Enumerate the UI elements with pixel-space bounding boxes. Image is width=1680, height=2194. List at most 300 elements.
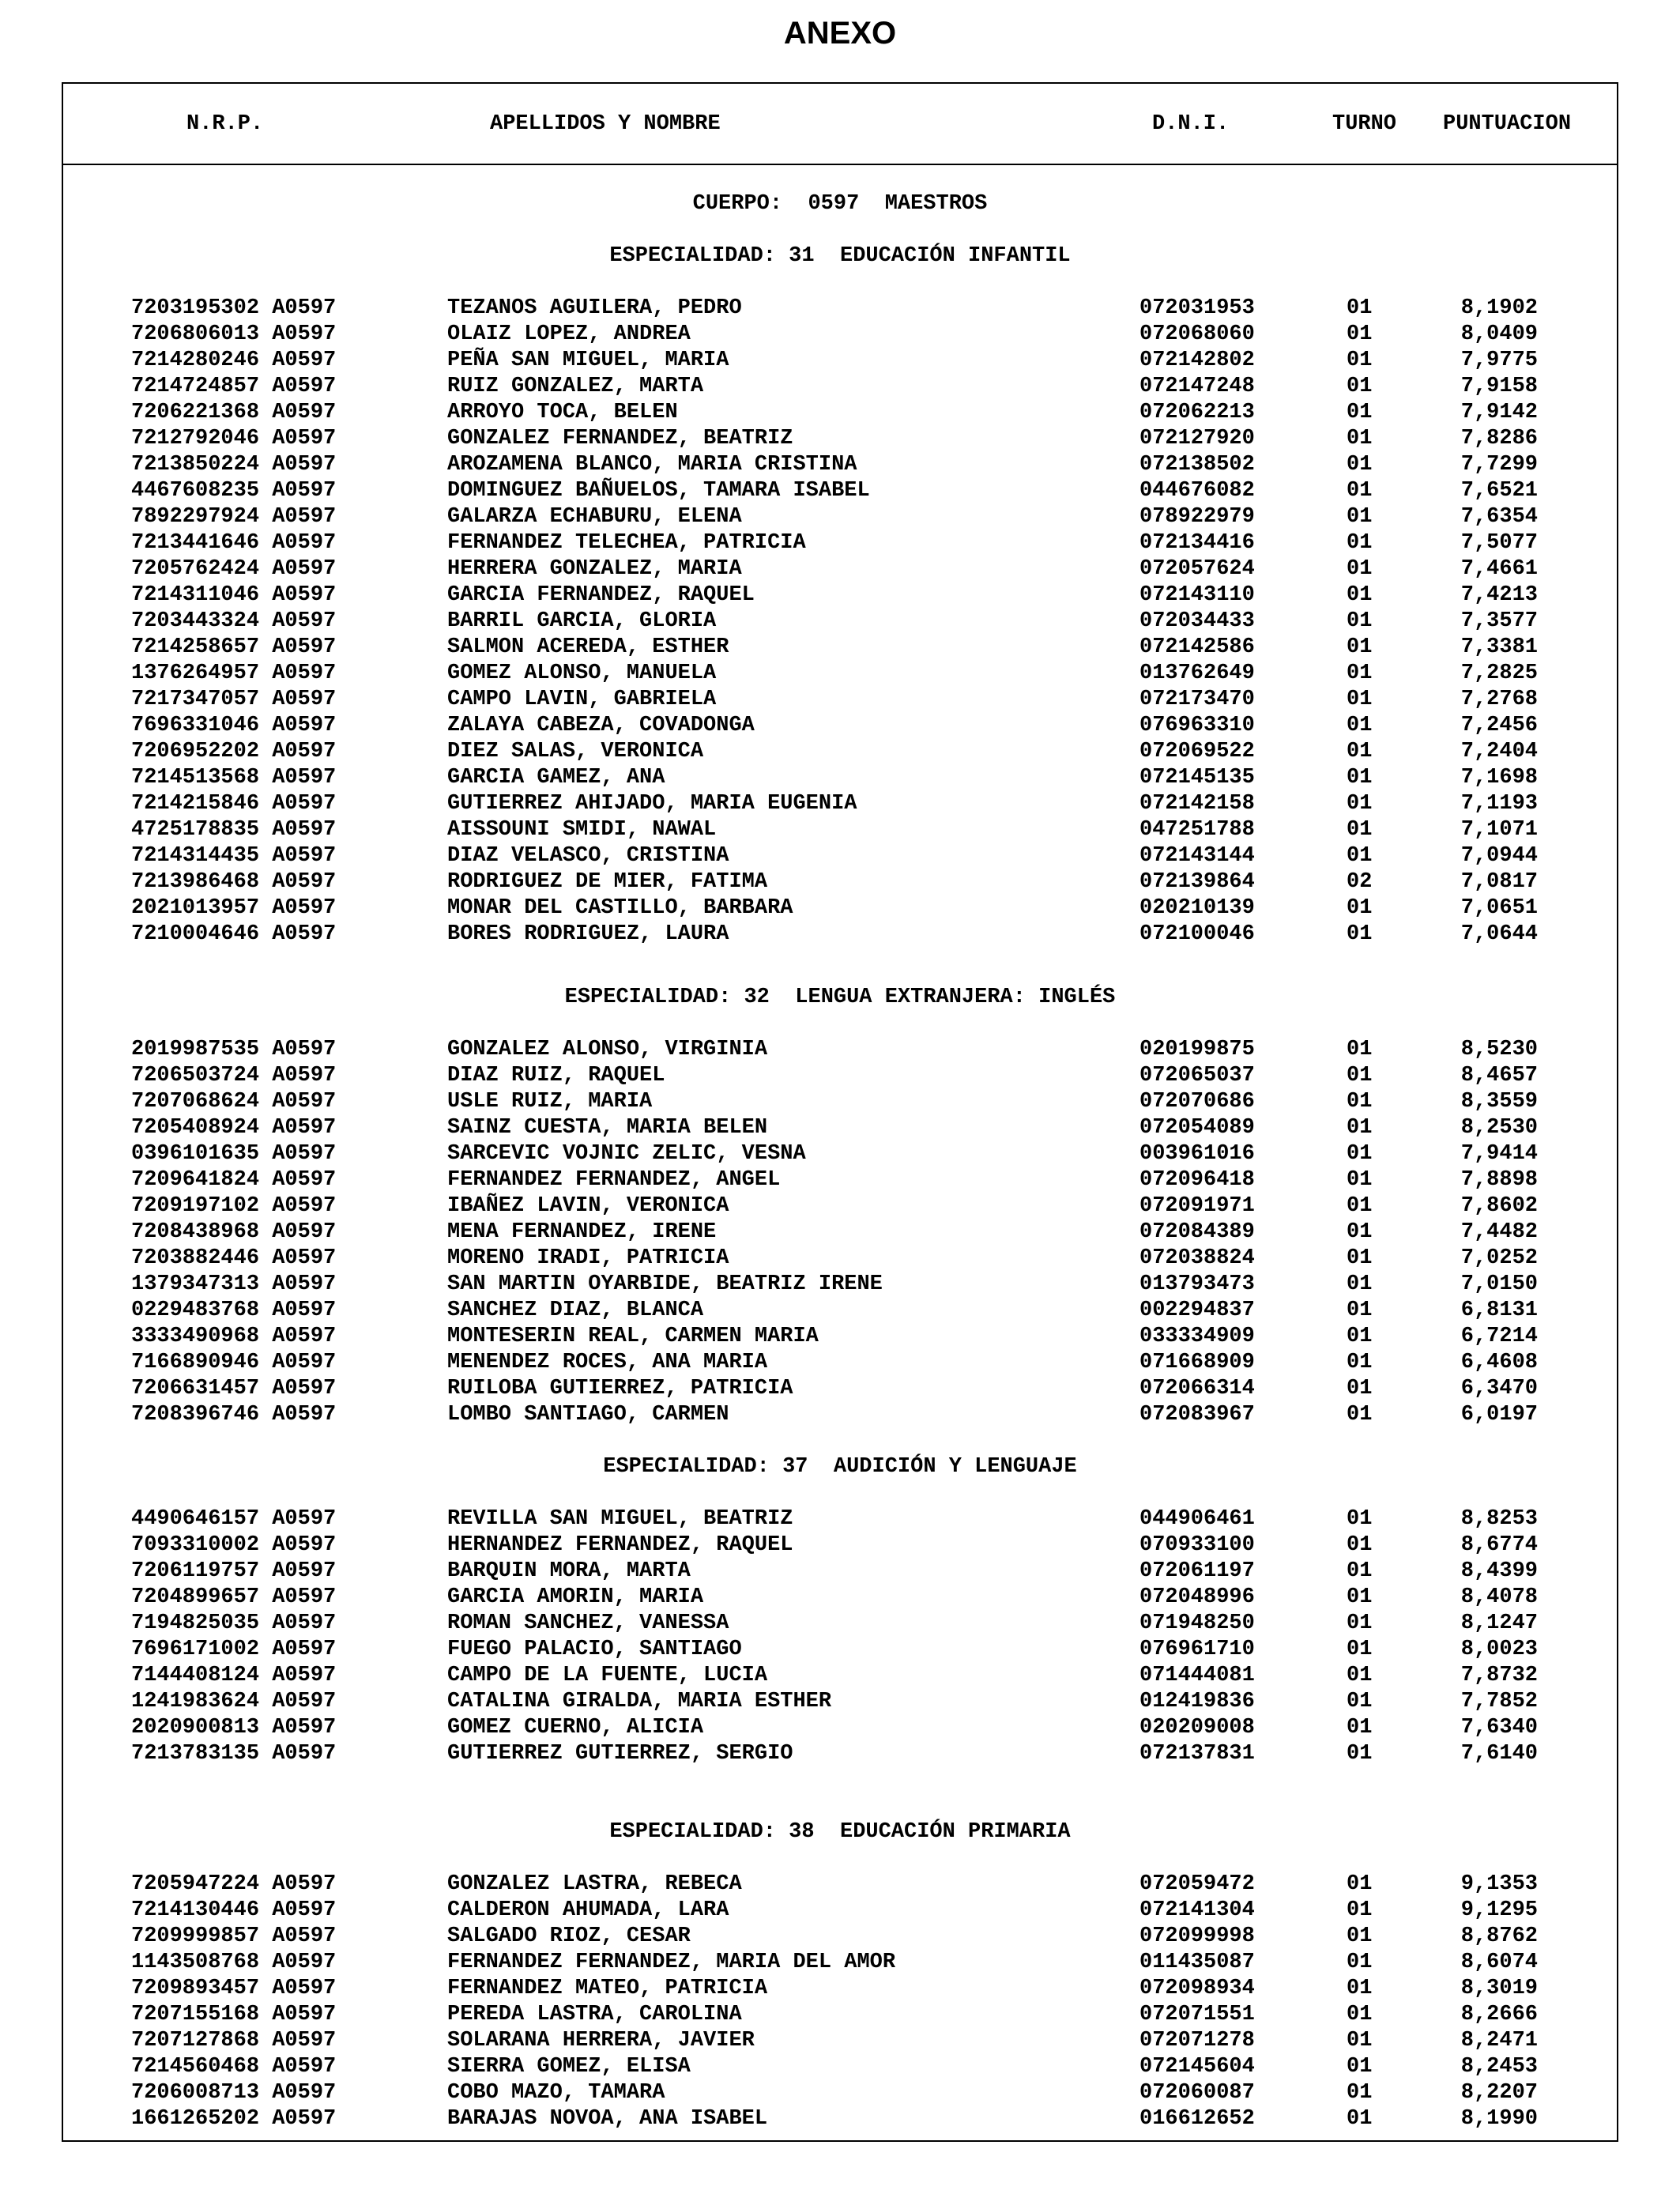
table-row — [63, 374, 1617, 400]
cell-dni: 044676082 — [1139, 479, 1255, 503]
cell-nrp: 7214258657 A0597 — [131, 635, 337, 659]
cell-name: GUTIERREZ AHIJADO, MARIA EUGENIA — [447, 792, 857, 816]
cell-nrp: 7206008713 A0597 — [131, 2081, 337, 2105]
table-row — [63, 426, 1617, 452]
table-row — [63, 713, 1617, 739]
table-row — [63, 1037, 1617, 1063]
table-row — [63, 1741, 1617, 1767]
cell-puntuacion: 8,4399 — [1460, 1559, 1538, 1583]
cell-name: DIAZ RUIZ, RAQUEL — [447, 1064, 665, 1088]
cell-turno: 01 — [1347, 1246, 1373, 1270]
cell-puntuacion: 7,2825 — [1460, 662, 1538, 685]
cell-name: CAMPO LAVIN, GABRIELA — [447, 688, 717, 711]
cell-turno: 01 — [1347, 401, 1373, 424]
cell-name: FERNANDEZ MATEO, PATRICIA — [447, 1977, 768, 2000]
cell-puntuacion: 7,9414 — [1460, 1142, 1538, 1166]
cell-nrp: 2019987535 A0597 — [131, 1038, 337, 1061]
cell-dni: 072142158 — [1139, 792, 1255, 816]
cell-name: SOLARANA HERRERA, JAVIER — [447, 2029, 755, 2053]
cell-puntuacion: 7,0644 — [1460, 922, 1538, 946]
cell-name: FERNANDEZ FERNANDEZ, MARIA DEL AMOR — [447, 1951, 896, 1974]
cell-nrp: 7144408124 A0597 — [131, 1664, 337, 1687]
cell-puntuacion: 9,1295 — [1460, 1898, 1538, 1922]
cell-turno: 01 — [1347, 1142, 1373, 1166]
cell-name: FERNANDEZ FERNANDEZ, ANGEL — [447, 1168, 781, 1192]
cell-puntuacion: 6,8131 — [1460, 1299, 1538, 1322]
cell-turno: 01 — [1347, 1272, 1373, 1296]
cell-turno: 01 — [1347, 453, 1373, 477]
table-row — [63, 582, 1617, 609]
cell-nrp: 7213783135 A0597 — [131, 1742, 337, 1766]
cell-nrp: 7214513568 A0597 — [131, 766, 337, 790]
table-row — [63, 2106, 1617, 2132]
cell-nrp: 7214311046 A0597 — [131, 583, 337, 607]
cell-nrp: 1241983624 A0597 — [131, 1690, 337, 1713]
cell-puntuacion: 7,2768 — [1460, 688, 1538, 711]
cell-turno: 01 — [1347, 635, 1373, 659]
table-row — [63, 2002, 1617, 2028]
table-row — [63, 452, 1617, 478]
table-row — [63, 348, 1617, 374]
table-row — [63, 2028, 1617, 2054]
cell-name: GOMEZ ALONSO, MANUELA — [447, 662, 717, 685]
cell-puntuacion: 8,2530 — [1460, 1116, 1538, 1140]
cell-turno: 01 — [1347, 844, 1373, 868]
cell-nrp: 7214280246 A0597 — [131, 349, 337, 372]
cell-name: GARCIA AMORIN, MARIA — [447, 1585, 704, 1609]
cell-nrp: 7166890946 A0597 — [131, 1351, 337, 1374]
cell-puntuacion: 7,1071 — [1460, 818, 1538, 842]
cell-puntuacion: 8,8762 — [1460, 1924, 1538, 1948]
cell-puntuacion: 7,2456 — [1460, 714, 1538, 737]
cell-dni: 072134416 — [1139, 531, 1255, 555]
cell-turno: 01 — [1347, 1951, 1373, 1974]
cell-dni: 020209008 — [1139, 1716, 1255, 1740]
cell-nrp: 7206952202 A0597 — [131, 740, 337, 763]
cell-puntuacion: 7,7299 — [1460, 453, 1538, 477]
cell-puntuacion: 8,1990 — [1460, 2107, 1538, 2131]
cell-turno: 01 — [1347, 1742, 1373, 1766]
cell-dni: 016612652 — [1139, 2107, 1255, 2131]
cell-puntuacion: 9,1353 — [1460, 1872, 1538, 1896]
table-row — [63, 1141, 1617, 1167]
table-row — [63, 1193, 1617, 1220]
cell-dni: 013793473 — [1139, 1272, 1255, 1296]
cell-name: RODRIGUEZ DE MIER, FATIMA — [447, 870, 768, 894]
cell-puntuacion: 7,4482 — [1460, 1220, 1538, 1244]
cell-nrp: 0396101635 A0597 — [131, 1142, 337, 1166]
cell-puntuacion: 7,0651 — [1460, 896, 1538, 920]
cell-name: GONZALEZ ALONSO, VIRGINIA — [447, 1038, 768, 1061]
cell-turno: 01 — [1347, 322, 1373, 346]
cell-turno: 01 — [1347, 1612, 1373, 1635]
cell-name: MENA FERNANDEZ, IRENE — [447, 1220, 717, 1244]
table-row — [63, 817, 1617, 843]
cell-turno: 01 — [1347, 531, 1373, 555]
cell-turno: 01 — [1347, 688, 1373, 711]
cell-nrp: 7203443324 A0597 — [131, 609, 337, 633]
cell-dni: 072099998 — [1139, 1924, 1255, 1948]
cell-dni: 013762649 — [1139, 662, 1255, 685]
cell-puntuacion: 7,6354 — [1460, 505, 1538, 529]
cell-puntuacion: 7,0944 — [1460, 844, 1538, 868]
table-header — [63, 84, 1617, 165]
cell-nrp: 1661265202 A0597 — [131, 2107, 337, 2131]
cell-puntuacion: 7,1193 — [1460, 792, 1538, 816]
cell-dni: 072048996 — [1139, 1585, 1255, 1609]
table-row — [63, 765, 1617, 791]
cell-puntuacion: 7,9775 — [1460, 349, 1538, 372]
cuerpo-heading: CUERPO: 0597 MAESTROS — [692, 192, 988, 216]
cell-puntuacion: 8,4078 — [1460, 1585, 1538, 1609]
table-row — [63, 1715, 1617, 1741]
cell-nrp: 7203882446 A0597 — [131, 1246, 337, 1270]
cell-puntuacion: 7,0252 — [1460, 1246, 1538, 1270]
cell-turno: 01 — [1347, 1090, 1373, 1114]
cell-dni: 072062213 — [1139, 401, 1255, 424]
cell-nrp: 7214314435 A0597 — [131, 844, 337, 868]
cell-name: FERNANDEZ TELECHEA, PATRICIA — [447, 531, 806, 555]
cell-dni: 076963310 — [1139, 714, 1255, 737]
cell-dni: 072066314 — [1139, 1377, 1255, 1400]
table-row — [63, 1350, 1617, 1376]
cell-nrp: 7207155168 A0597 — [131, 2003, 337, 2026]
table-row — [63, 1376, 1617, 1402]
cell-name: GARCIA GAMEZ, ANA — [447, 766, 665, 790]
cell-name: GOMEZ CUERNO, ALICIA — [447, 1716, 704, 1740]
cell-turno: 01 — [1347, 2003, 1373, 2026]
cell-name: GONZALEZ LASTRA, REBECA — [447, 1872, 742, 1896]
cell-name: GUTIERREZ GUTIERREZ, SERGIO — [447, 1742, 793, 1766]
table-row — [63, 1950, 1617, 1976]
cell-name: MONAR DEL CASTILLO, BARBARA — [447, 896, 793, 920]
cell-nrp: 7212792046 A0597 — [131, 427, 337, 450]
cell-turno: 01 — [1347, 609, 1373, 633]
cell-dni: 072147248 — [1139, 375, 1255, 398]
cell-nrp: 7213441646 A0597 — [131, 531, 337, 555]
cell-puntuacion: 7,4213 — [1460, 583, 1538, 607]
cell-turno: 01 — [1347, 375, 1373, 398]
cell-dni: 072145604 — [1139, 2055, 1255, 2079]
cell-dni: 033334909 — [1139, 1325, 1255, 1348]
cell-name: SALMON ACEREDA, ESTHER — [447, 635, 729, 659]
cell-dni: 011435087 — [1139, 1951, 1255, 1974]
cell-turno: 01 — [1347, 557, 1373, 581]
table-row — [63, 1324, 1617, 1350]
cell-name: SIERRA GOMEZ, ELISA — [447, 2055, 691, 2079]
cell-dni: 071948250 — [1139, 1612, 1255, 1635]
cell-nrp: 7213850224 A0597 — [131, 453, 337, 477]
cell-name: TEZANOS AGUILERA, PEDRO — [447, 296, 742, 320]
cell-nrp: 7206631457 A0597 — [131, 1377, 337, 1400]
cell-dni: 072083967 — [1139, 1403, 1255, 1427]
cell-dni: 072034433 — [1139, 609, 1255, 633]
cell-dni: 072054089 — [1139, 1116, 1255, 1140]
cell-puntuacion: 7,7852 — [1460, 1690, 1538, 1713]
cell-nrp: 7213986468 A0597 — [131, 870, 337, 894]
cell-puntuacion: 8,2207 — [1460, 2081, 1538, 2105]
cell-nrp: 7209641824 A0597 — [131, 1168, 337, 1192]
cell-nrp: 7209999857 A0597 — [131, 1924, 337, 1948]
cell-turno: 01 — [1347, 922, 1373, 946]
cell-name: OLAIZ LOPEZ, ANDREA — [447, 322, 691, 346]
cell-name: HERRERA GONZALEZ, MARIA — [447, 557, 742, 581]
cell-name: GONZALEZ FERNANDEZ, BEATRIZ — [447, 427, 793, 450]
table-row — [63, 1585, 1617, 1611]
cell-puntuacion: 7,3381 — [1460, 635, 1538, 659]
cell-dni: 072143110 — [1139, 583, 1255, 607]
cell-name: AROZAMENA BLANCO, MARIA CRISTINA — [447, 453, 857, 477]
cell-name: MONTESERIN REAL, CARMEN MARIA — [447, 1325, 819, 1348]
cell-dni: 072127920 — [1139, 427, 1255, 450]
column-header-puntuacion: PUNTUACION — [1443, 112, 1572, 136]
table-row — [63, 843, 1617, 869]
section-title: ESPECIALIDAD: 31 EDUCACIÓN INFANTIL — [609, 244, 1071, 268]
cell-dni: 071444081 — [1139, 1664, 1255, 1687]
section-title: ESPECIALIDAD: 38 EDUCACIÓN PRIMARIA — [609, 1820, 1071, 1844]
cell-nrp: 7205947224 A0597 — [131, 1872, 337, 1896]
cell-puntuacion: 6,0197 — [1460, 1403, 1538, 1427]
cell-puntuacion: 8,6074 — [1460, 1951, 1538, 1974]
cell-nrp: 7210004646 A0597 — [131, 922, 337, 946]
cell-turno: 01 — [1347, 296, 1373, 320]
cell-turno: 01 — [1347, 1168, 1373, 1192]
cell-puntuacion: 8,2666 — [1460, 2003, 1538, 2026]
cell-name: BORES RODRIGUEZ, LAURA — [447, 922, 729, 946]
table-row — [63, 1924, 1617, 1950]
section-title: ESPECIALIDAD: 32 LENGUA EXTRANJERA: INGLÉS — [564, 986, 1116, 1009]
table-row — [63, 1898, 1617, 1924]
cell-dni: 076961710 — [1139, 1638, 1255, 1661]
table-row — [63, 1402, 1617, 1428]
table-row — [63, 609, 1617, 635]
cell-name: SANCHEZ DIAZ, BLANCA — [447, 1299, 704, 1322]
cell-turno: 01 — [1347, 1194, 1373, 1218]
cell-dni: 072173470 — [1139, 688, 1255, 711]
cell-dni: 072139864 — [1139, 870, 1255, 894]
cell-dni: 044906461 — [1139, 1507, 1255, 1531]
cell-turno: 01 — [1347, 427, 1373, 450]
cell-turno: 02 — [1347, 870, 1373, 894]
table-row — [63, 1063, 1617, 1089]
cell-turno: 01 — [1347, 479, 1373, 503]
cell-puntuacion: 7,6521 — [1460, 479, 1538, 503]
cell-name: LOMBO SANTIAGO, CARMEN — [447, 1403, 729, 1427]
cell-name: BARAJAS NOVOA, ANA ISABEL — [447, 2107, 768, 2131]
table-row — [63, 739, 1617, 765]
cell-turno: 01 — [1347, 1585, 1373, 1609]
cell-turno: 01 — [1347, 792, 1373, 816]
cell-nrp: 7206503724 A0597 — [131, 1064, 337, 1088]
cell-name: COBO MAZO, TAMARA — [447, 2081, 665, 2105]
cell-nrp: 1379347313 A0597 — [131, 1272, 337, 1296]
cell-puntuacion: 7,6140 — [1460, 1742, 1538, 1766]
cell-name: ZALAYA CABEZA, COVADONGA — [447, 714, 755, 737]
cell-puntuacion: 6,3470 — [1460, 1377, 1538, 1400]
cell-name: MENENDEZ ROCES, ANA MARIA — [447, 1351, 768, 1374]
cell-nrp: 4467608235 A0597 — [131, 479, 337, 503]
cell-puntuacion: 8,1902 — [1460, 296, 1538, 320]
cell-name: USLE RUIZ, MARIA — [447, 1090, 653, 1114]
cell-turno: 01 — [1347, 1299, 1373, 1322]
cell-turno: 01 — [1347, 1533, 1373, 1557]
cell-nrp: 7207068624 A0597 — [131, 1090, 337, 1114]
cell-nrp: 7208438968 A0597 — [131, 1220, 337, 1244]
cell-nrp: 7204899657 A0597 — [131, 1585, 337, 1609]
cell-dni: 072031953 — [1139, 296, 1255, 320]
table-row — [63, 687, 1617, 713]
cell-turno: 01 — [1347, 505, 1373, 529]
cell-nrp: 4725178835 A0597 — [131, 818, 337, 842]
cell-puntuacion: 8,3019 — [1460, 1977, 1538, 2000]
cell-dni: 020199875 — [1139, 1038, 1255, 1061]
cell-name: SALGADO RIOZ, CESAR — [447, 1924, 691, 1948]
cell-name: AISSOUNI SMIDI, NAWAL — [447, 818, 717, 842]
table-row — [63, 2054, 1617, 2080]
cell-dni: 072098934 — [1139, 1977, 1255, 2000]
table-row — [63, 322, 1617, 348]
cell-turno: 01 — [1347, 349, 1373, 372]
cell-dni: 072060087 — [1139, 2081, 1255, 2105]
cell-dni: 072137831 — [1139, 1742, 1255, 1766]
cell-name: GARCIA FERNANDEZ, RAQUEL — [447, 583, 755, 607]
cell-nrp: 7206806013 A0597 — [131, 322, 337, 346]
cell-nrp: 7194825035 A0597 — [131, 1612, 337, 1635]
table-row — [63, 1611, 1617, 1637]
cell-puntuacion: 7,2404 — [1460, 740, 1538, 763]
cell-puntuacion: 7,8286 — [1460, 427, 1538, 450]
cell-nrp: 7205408924 A0597 — [131, 1116, 337, 1140]
table-row — [63, 1272, 1617, 1298]
table-row — [63, 504, 1617, 530]
section-title: ESPECIALIDAD: 37 AUDICIÓN Y LENGUAJE — [603, 1455, 1077, 1479]
table-row — [63, 1089, 1617, 1115]
cell-nrp: 1143508768 A0597 — [131, 1951, 337, 1974]
cell-turno: 01 — [1347, 583, 1373, 607]
cell-nrp: 7093310002 A0597 — [131, 1533, 337, 1557]
table-row — [63, 296, 1617, 322]
cell-name: ROMAN SANCHEZ, VANESSA — [447, 1612, 729, 1635]
cell-name: DOMINGUEZ BAÑUELOS, TAMARA ISABEL — [447, 479, 870, 503]
table-row — [63, 1872, 1617, 1898]
table-row — [63, 1115, 1617, 1141]
cell-turno: 01 — [1347, 1064, 1373, 1088]
cell-nrp: 7203195302 A0597 — [131, 296, 337, 320]
cell-turno: 01 — [1347, 1664, 1373, 1687]
cell-turno: 01 — [1347, 1377, 1373, 1400]
column-header-dni: D.N.I. — [1152, 112, 1230, 136]
table-row — [63, 1559, 1617, 1585]
cell-dni: 072142802 — [1139, 349, 1255, 372]
cell-name: BARRIL GARCIA, GLORIA — [447, 609, 717, 633]
cell-name: REVILLA SAN MIGUEL, BEATRIZ — [447, 1507, 793, 1531]
table-row — [63, 1298, 1617, 1324]
cell-turno: 01 — [1347, 1325, 1373, 1348]
cell-dni: 071668909 — [1139, 1351, 1255, 1374]
cell-name: IBAÑEZ LAVIN, VERONICA — [447, 1194, 729, 1218]
cell-puntuacion: 8,0023 — [1460, 1638, 1538, 1661]
column-header-name: APELLIDOS Y NOMBRE — [490, 112, 721, 136]
cell-dni: 072071278 — [1139, 2029, 1255, 2053]
cell-nrp: 2020900813 A0597 — [131, 1716, 337, 1740]
cell-dni: 072091971 — [1139, 1194, 1255, 1218]
cell-puntuacion: 6,4608 — [1460, 1351, 1538, 1374]
cell-turno: 01 — [1347, 1403, 1373, 1427]
page-title: ANEXO — [783, 16, 897, 51]
cell-name: SAINZ CUESTA, MARIA BELEN — [447, 1116, 768, 1140]
table-row — [63, 895, 1617, 922]
cell-dni: 072070686 — [1139, 1090, 1255, 1114]
cell-puntuacion: 7,8602 — [1460, 1194, 1538, 1218]
cell-nrp: 7209893457 A0597 — [131, 1977, 337, 2000]
cell-dni: 012419836 — [1139, 1690, 1255, 1713]
cell-dni: 072142586 — [1139, 635, 1255, 659]
cell-turno: 01 — [1347, 766, 1373, 790]
cell-puntuacion: 7,9158 — [1460, 375, 1538, 398]
cell-name: CALDERON AHUMADA, LARA — [447, 1898, 729, 1922]
cell-turno: 01 — [1347, 1924, 1373, 1948]
cell-dni: 072138502 — [1139, 453, 1255, 477]
cell-name: HERNANDEZ FERNANDEZ, RAQUEL — [447, 1533, 793, 1557]
cell-dni: 003961016 — [1139, 1142, 1255, 1166]
table-row — [63, 530, 1617, 556]
cell-nrp: 7206119757 A0597 — [131, 1559, 337, 1583]
cell-puntuacion: 7,3577 — [1460, 609, 1538, 633]
table-row — [63, 635, 1617, 661]
cell-dni: 020210139 — [1139, 896, 1255, 920]
cell-turno: 01 — [1347, 818, 1373, 842]
cell-turno: 01 — [1347, 1977, 1373, 2000]
column-header-turno: TURNO — [1332, 112, 1397, 136]
cell-nrp: 7205762424 A0597 — [131, 557, 337, 581]
cell-name: MORENO IRADI, PATRICIA — [447, 1246, 729, 1270]
cell-dni: 072038824 — [1139, 1246, 1255, 1270]
cell-name: CATALINA GIRALDA, MARIA ESTHER — [447, 1690, 832, 1713]
cell-puntuacion: 8,2471 — [1460, 2029, 1538, 2053]
cell-puntuacion: 8,2453 — [1460, 2055, 1538, 2079]
table-row — [63, 1663, 1617, 1689]
cell-puntuacion: 7,4661 — [1460, 557, 1538, 581]
cell-name: PEÑA SAN MIGUEL, MARIA — [447, 349, 729, 372]
table-row — [63, 1246, 1617, 1272]
cell-turno: 01 — [1347, 2107, 1373, 2131]
cell-nrp: 0229483768 A0597 — [131, 1299, 337, 1322]
cell-name: PEREDA LASTRA, CAROLINA — [447, 2003, 742, 2026]
cell-turno: 01 — [1347, 740, 1373, 763]
table-row — [63, 1167, 1617, 1193]
cell-puntuacion: 8,6774 — [1460, 1533, 1538, 1557]
table-row — [63, 1506, 1617, 1532]
cell-nrp: 7892297924 A0597 — [131, 505, 337, 529]
cell-turno: 01 — [1347, 1559, 1373, 1583]
cell-nrp: 7206221368 A0597 — [131, 401, 337, 424]
cell-dni: 072068060 — [1139, 322, 1255, 346]
table-row — [63, 791, 1617, 817]
cell-turno: 01 — [1347, 1690, 1373, 1713]
cell-turno: 01 — [1347, 1638, 1373, 1661]
cell-name: RUILOBA GUTIERREZ, PATRICIA — [447, 1377, 793, 1400]
cell-dni: 072059472 — [1139, 1872, 1255, 1896]
cell-puntuacion: 8,5230 — [1460, 1038, 1538, 1061]
cell-dni: 072069522 — [1139, 740, 1255, 763]
cell-turno: 01 — [1347, 1220, 1373, 1244]
cell-puntuacion: 7,8732 — [1460, 1664, 1538, 1687]
table-row — [63, 1976, 1617, 2002]
cell-name: BARQUIN MORA, MARTA — [447, 1559, 691, 1583]
cell-dni: 072084389 — [1139, 1220, 1255, 1244]
cell-turno: 01 — [1347, 2081, 1373, 2105]
cell-puntuacion: 8,4657 — [1460, 1064, 1538, 1088]
